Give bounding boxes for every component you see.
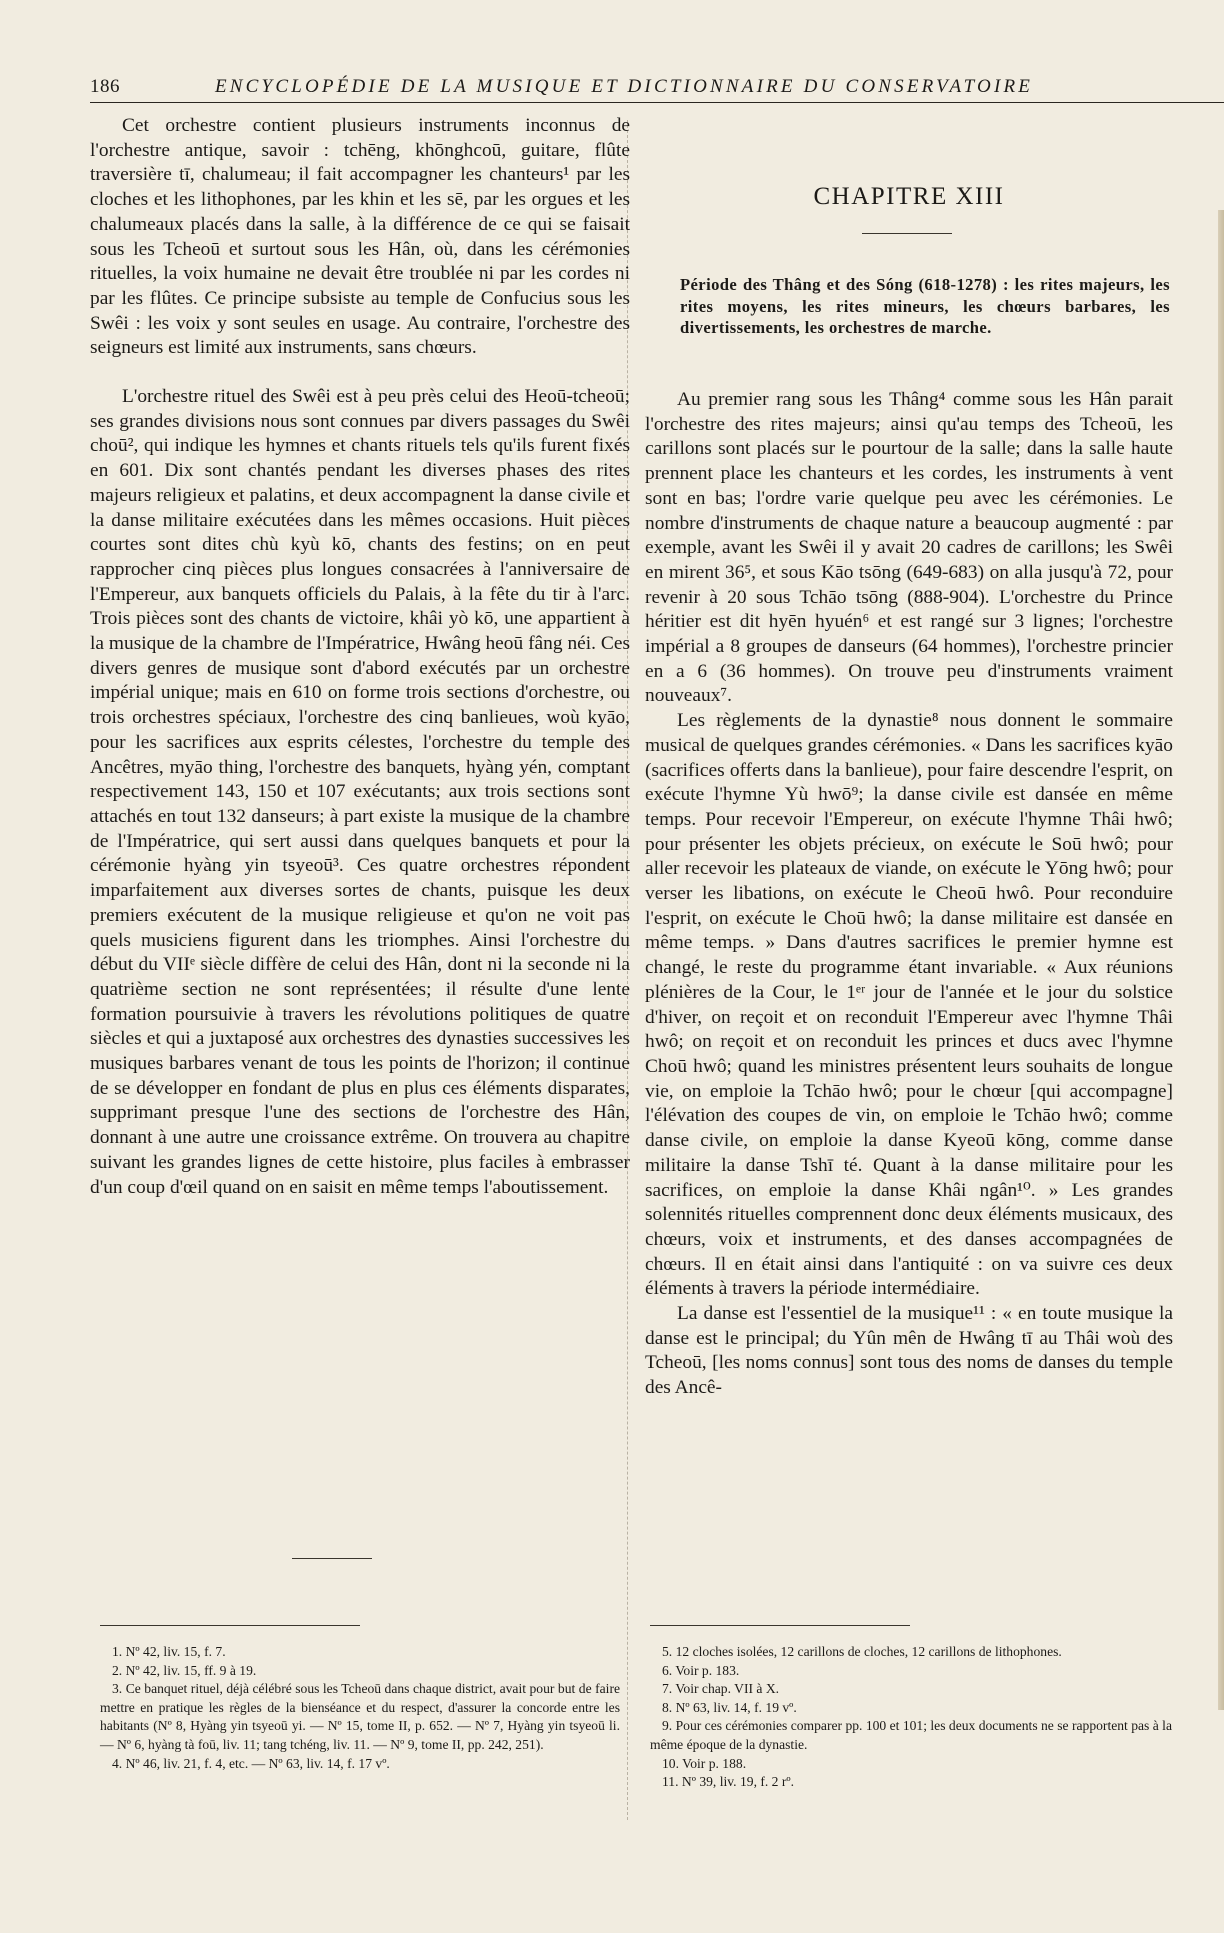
chapter-rule <box>862 233 952 234</box>
footnote: 2. Nº 42, liv. 15, ff. 9 à 19. <box>112 1662 257 1678</box>
paragraph: Cet orchestre contient plusieurs instruments inconnus de l'orchestre antique, savoir : tchēng, khōnghcoū, guitare, flûte traversière tī, chalumeau; il fait accompagner les chanteurs¹ par les cloches et les lithophones, par les khin et les sē, par les orgues et les chalumeaux placés dans la salle, à la différence de ce qui se faisait sous les Tcheoū et surtout sous les Hân, où, dans les cérémonies rituelles, la voix humaine ne devait être troublée ni par les cordes ni par les flûtes. Ce principe subsiste au temple de Confucius sous les Swêi : les voix y sont seules en usage. Au contraire, l'orchestre des seigneurs est limité aux instruments, sans chœurs. <box>90 115 630 359</box>
footnote: 3. Ce banquet rituel, déjà célébré sous les Tcheoū dans chaque district, avait pour but de faire mettre en pratique les règles de la bienséance et du respect, d'assurer la concorde entre les habitants (Nº 8, Hyàng yin tsyeoū yi. — Nº 15, tome II, p. 652. — Nº 7, Hyàng yin tsyeoū li. — Nº 6, hyàng tà foū, liv. 11; tang tchéng, liv. 11. — Nº 9, tome II, pp. 242, 251). <box>100 1681 620 1752</box>
paragraph: Les règlements de la dynastie⁸ nous donnent le sommaire musical de quelques grandes cérémonies. « Dans les sacrifices kyāo (sacrifices offerts dans la banlieue), pour faire descendre l'esprit, on exécute l'hymne Yù hwō⁹; la danse civile est dansée en même temps. Pour recevoir l'Empereur, on exécute l'hymne Thâi hwô; pour présenter les objets précieux, on exécute le Soū hwô; pour aller recevoir les plateaux de viande, on exécute le Yōng hwô; pour verser les libations, on exécute le Cheoū hwô. Pour reconduire l'esprit, on exécute le Choū hwô; la danse militaire est dansée en même temps. » Dans d'autres sacrifices le premier hymne est changé, le reste du programme étant invariable. « Aux réunions plénières de la Cour, le 1ᵉʳ jour de l'année et le jour du solstice d'hiver, on reçoit et on reconduit l'Empereur avec l'hymne Thâi hwô; on reçoit et on reconduit les princes et ducs avec l'hymne Choū hwô; quand les ministres présentent leurs souhaits de longue vie, on emploie la Tchāo hwô; pour le chœur [qui accompagne] l'élévation des coupes de vin, on emploie le Tchāo hwô; comme danse civile, on emploie la danse Kyeoū kōng, comme danse militaire la danse Tshī té. Quant à la danse militaire pour les sacrifices, on emploie la danse Khâi ngân¹⁰. » Les grandes solennités rituelles comprennent donc deux éléments musicaux, des chœurs, voix et instruments, et des danses accompagnées de chœurs. Il en était ainsi dans l'antiquité : on va suivre ces deux éléments à travers la période intermédiaire. <box>645 710 1173 1300</box>
chapter-summary: Période des Thâng et des Sóng (618-1278) : les rites majeurs, les rites moyens, les rites mineurs, les chœurs barbares, les divertissements, les orchestres de marche. <box>680 275 1170 337</box>
footnote: 10. Voir p. 188. <box>662 1755 747 1771</box>
section-end-rule <box>292 1558 372 1559</box>
footnote: 1. Nº 42, liv. 15, f. 7. <box>112 1644 226 1659</box>
book-spine-edge <box>1218 210 1224 1710</box>
page-number: 186 <box>90 76 120 97</box>
footnote: 8. Nº 63, liv. 14, f. 19 vº. <box>662 1699 797 1715</box>
paragraph: Au premier rang sous les Thâng⁴ comme sous les Hân parait l'orchestre des rites majeurs; ainsi qu'au temps des Tcheoū, les carillons sont placés sur le pourtour de la salle; dans la salle haute prennent place les chanteurs et les cordes, les instruments à vent sont en bas; l'ordre varie quelque peu avec les cérémonies. Le nombre d'instruments de chaque nature a beaucoup augmenté : par exemple, avant les Swêi il y avait 20 cadres de carillons; les Swêi en mirent 36⁵, et sous Kāo tsōng (649-683) on alla jusqu'à 72, pour revenir à 20 sous Tchāo tsōng (888-904). L'orchestre du Prince héritier est dit hyēn hyuén⁶ et est rangé sur 3 lignes; l'orchestre impérial a 8 groupes de danseurs (64 hommes), l'orchestre princier en a 6 (36 hommes). On trouve peu d'instruments vraiment nouveaux⁷. <box>645 389 1173 707</box>
footnote: 9. Pour ces cérémonies comparer pp. 100 et 101; les deux documents ne se rapportent pas à la même époque de la dynastie. <box>650 1718 1172 1752</box>
footnote: 7. Voir chap. VII à X. <box>662 1681 780 1697</box>
left-column <box>90 114 630 1200</box>
footnote-rule-left <box>100 1625 360 1626</box>
header-rule <box>90 102 1224 103</box>
paragraph: La danse est l'essentiel de la musique¹¹ : « en toute musique la danse est le principal; du Yûn mên de Hwâng tī au Thâi woù des Tcheoū, [les noms connus] sont tous des noms de danses du temple des Ancê- <box>645 1303 1173 1399</box>
footnotes-left <box>100 1643 620 1773</box>
footnote: 5. 12 cloches isolées, 12 carillons de cloches, 12 carillons de lithophones. <box>662 1644 1062 1659</box>
footnote: 11. Nº 39, liv. 19, f. 2 rº. <box>662 1774 795 1790</box>
footnotes-right <box>650 1643 1172 1792</box>
footnote: 6. Voir p. 183. <box>662 1662 740 1678</box>
paragraph: L'orchestre rituel des Swêi est à peu près celui des Heoū-tcheoū; ses grandes divisions nous sont connues par divers passages du Swêi choū², qui indique les hymnes et chants rituels tels qu'ils furent fixés en 601. Dix sont chantés pendant les diverses phases des rites majeurs religieux et palatins, et deux accompagnent la danse civile et la danse militaire exécutées dans les mêmes occasions. Huit pièces courtes sont dites chù kyù kō, chants des festins; on en peut rapprocher cinq pièces plus longues consacrées à l'anniversaire de l'Empereur, aux banquets officiels du Palais, à la fête du tir à l'arc. Trois pièces sont des chants de victoire, khâi yò kō, une appartient à la musique de la chambre de l'Impératrice, Hwâng heoū fâng néi. Ces divers genres de musique sont d'abord exécutés par un orchestre impérial unique; mais en 610 on forme trois sections d'orchestre, ou trois orchestres spéciaux, l'orchestre des cinq banlieues, woù kyāo, pour les sacrifices aux esprits célestes, l'orchestre du temple des Ancêtres, myāo thing, l'orchestre des banquets, hyàng yén, comptant respectivement 143, 150 et 107 exécutants; aux trois sections sont attachés en tout 132 danseurs; à part existe la musique de la chambre de l'Impératrice, qui sert aussi dans quelques banquets et pour la cérémonie hyàng yin tsyeoū³. Ces quatre orchestres répondent imparfaitement aux diverses sortes de chants, puisque les deux premiers exécutent de la musique religieuse et qu'on ne voit pas quels musiciens figurent dans les triomphes. Ainsi l'orchestre du début du VIIᵉ siècle diffère de celui des Hân, dont ni la seconde ni la quatrième section ne sont représentées; il résulte d'une lente formation poursuivie à travers les révolutions politiques de quatre siècles et qui a juxtaposé aux orchestres des dynasties successives les musiques barbares venant de tous les points de l'horizon; il continue de se développer en fondant de plus en plus ces éléments disparates, supprimant presque l'une des sections de l'orchestre des Hân, donnant à une autre une croissance extrême. On trouvera au chapitre suivant les grandes lignes de cette histoire, plus faciles à embrasser d'un coup d'œil quand on en saisit en même temps l'aboutissement. <box>90 386 630 1198</box>
footnote: 4. Nº 46, liv. 21, f. 4, etc. — Nº 63, liv. 14, f. 17 vº. <box>112 1755 390 1771</box>
footnote-rule-right <box>650 1625 910 1626</box>
right-column <box>645 388 1173 1401</box>
running-title: ENCYCLOPÉDIE DE LA MUSIQUE ET DICTIONNAIRE DU CONSERVATOIRE <box>215 76 1034 97</box>
chapter-title: CHAPITRE XIII <box>813 183 1005 210</box>
